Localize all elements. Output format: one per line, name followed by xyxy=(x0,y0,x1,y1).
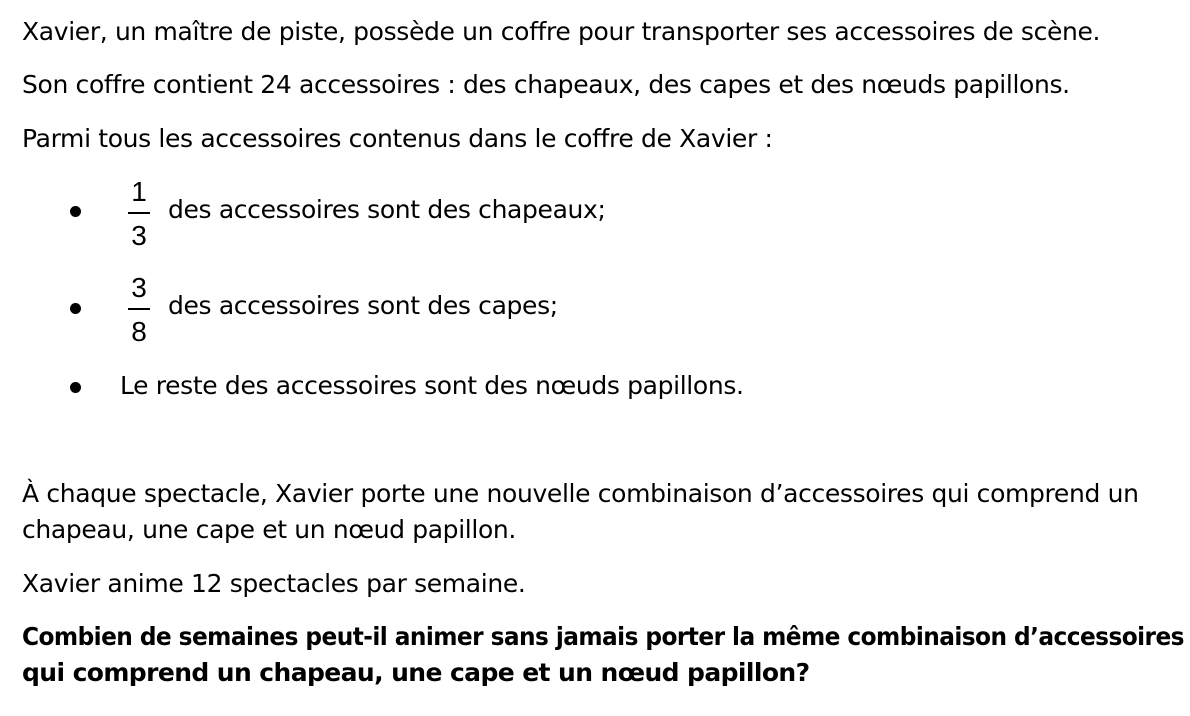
fraction-bar xyxy=(128,212,150,214)
fraction-denominator: 8 xyxy=(131,315,147,347)
bullet-icon xyxy=(70,303,81,314)
bullet-icon xyxy=(70,206,81,217)
intro-line-2: Son coffre contient 24 accessoires : des chapeaux, des capes et des nœuds papillons. xyxy=(22,70,1070,99)
fraction-bar xyxy=(128,308,150,310)
list-item-text: des accessoires sont des capes; xyxy=(168,291,558,320)
question-line-2: qui comprend un chapeau, une cape et un nœud papillon? xyxy=(22,658,810,687)
bullet-icon xyxy=(70,382,81,393)
body-paragraph-2: Xavier anime 12 spectacles par semaine. xyxy=(22,569,526,598)
fraction-denominator: 3 xyxy=(131,219,147,251)
intro-line-1: Xavier, un maître de piste, possède un coffre pour transporter ses accessoires de scène. xyxy=(22,17,1101,46)
fraction-numerator: 1 xyxy=(131,176,147,207)
list-item-text: des accessoires sont des chapeaux; xyxy=(168,195,606,224)
question-line-1: Combien de semaines peut-il animer sans jamais porter la même combinaison d’accessoires xyxy=(22,622,1184,651)
body-paragraph-1-line-1: À chaque spectacle, Xavier porte une nouvelle combinaison d’accessoires qui comprend un xyxy=(22,479,1139,508)
fraction-hats xyxy=(122,176,156,252)
fraction-numerator: 3 xyxy=(131,272,147,303)
fraction-capes xyxy=(122,272,156,348)
intro-line-3: Parmi tous les accessoires contenus dans le coffre de Xavier : xyxy=(22,124,773,153)
body-paragraph-1-line-2: chapeau, une cape et un nœud papillon. xyxy=(22,515,517,544)
list-item-text: Le reste des accessoires sont des nœuds papillons. xyxy=(120,371,744,400)
